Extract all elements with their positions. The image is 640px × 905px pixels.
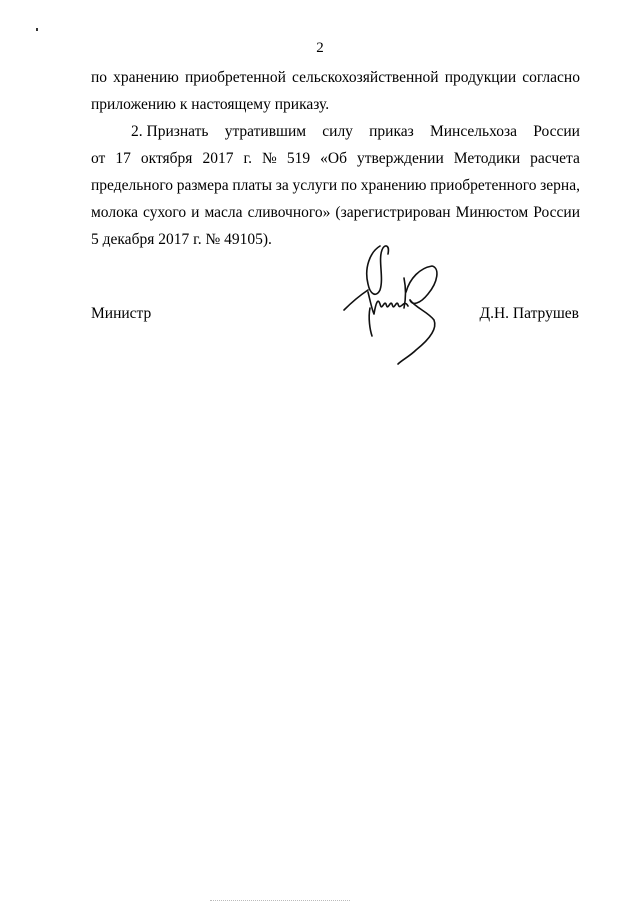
word: 17 (115, 150, 131, 167)
word: услуги (292, 177, 338, 194)
word: сельскохозяйственной (292, 69, 439, 86)
word: приказ (369, 123, 414, 140)
body-line-5 (91, 176, 580, 196)
word: октября (140, 150, 193, 167)
word: по (340, 177, 357, 194)
body-line-7: 5 декабря 2017 г. № 49105). (91, 231, 272, 248)
scan-speck (36, 28, 38, 31)
signer-role: Министр (91, 305, 152, 322)
word: продукции (444, 69, 517, 86)
word: хранению (360, 177, 427, 194)
word: от (91, 150, 106, 167)
word: (зарегистрирован (335, 204, 451, 221)
word: и (191, 204, 200, 221)
page-number: 2 (316, 40, 324, 56)
handwritten-signature (340, 238, 450, 368)
body-line-4 (91, 149, 580, 169)
body-line-3 (131, 122, 580, 142)
word: утверждении (357, 150, 444, 167)
word: по (91, 69, 108, 86)
word: сухого (143, 204, 187, 221)
word: приобретенной (185, 69, 286, 86)
word: России (533, 123, 580, 140)
word: хранению (113, 69, 179, 86)
word: сливочного» (247, 204, 331, 221)
word: согласно (522, 69, 580, 86)
word: утратившим (224, 123, 307, 140)
word: 2. Признать (131, 123, 209, 140)
word: размера (176, 177, 229, 194)
word: № (262, 150, 277, 167)
word: силу (322, 123, 353, 140)
word: Минюстом (455, 204, 529, 221)
word: молока (91, 204, 139, 221)
word: предельного (91, 177, 174, 194)
word: приобретенного (430, 177, 537, 194)
word: платы (232, 177, 273, 194)
word: Методики (453, 150, 521, 167)
body-line-1 (91, 68, 580, 88)
body-line-6 (91, 203, 580, 223)
word: расчета (530, 150, 580, 167)
word: г. (243, 150, 252, 167)
scan-footer-dots (210, 900, 350, 903)
word: «Об (320, 150, 347, 167)
word: 2017 (202, 150, 234, 167)
word: зерна, (540, 177, 580, 194)
word: 519 (286, 150, 311, 167)
word: России (533, 204, 580, 221)
word: масла (204, 204, 243, 221)
word: за (275, 177, 289, 194)
word: Минсельхоза (429, 123, 518, 140)
signer-name: Д.Н. Патрушев (479, 305, 579, 322)
body-line-2: приложению к настоящему приказу. (91, 96, 330, 113)
